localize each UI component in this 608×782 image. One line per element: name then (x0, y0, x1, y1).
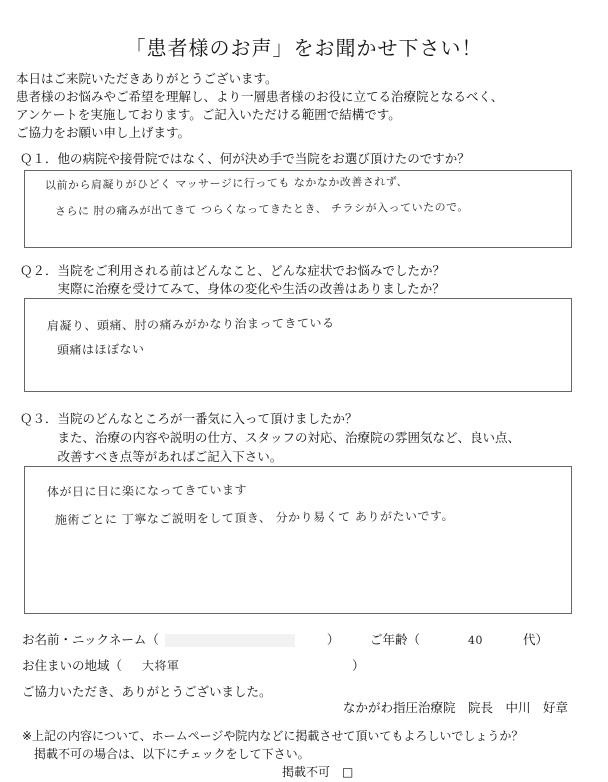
q2-answer-line-1: 肩凝り、頭痛、肘の痛みがかなり治まってきている (46, 315, 335, 333)
publish-notice-1: ※上記の内容について、ホームページや院内などに掲載させて頂いてもよろしいでしょうか？ (22, 729, 524, 743)
q3-answer-box[interactable] (24, 466, 572, 614)
name-close: ） (326, 632, 340, 647)
q3-question-line-3: 改善すべき点等があればご記入下さい。 (20, 449, 283, 464)
q1-answer-box[interactable] (24, 170, 572, 248)
publish-notice-2: 掲載不可の場合は、以下にチェックをして下さい。 (22, 747, 310, 761)
q3-answer-line-1: 体が日に日に楽になってきています (46, 482, 248, 499)
name-field[interactable] (22, 630, 339, 648)
name-redacted (165, 634, 295, 647)
q2-answer-line-2: 頭痛はほぼない (56, 342, 145, 357)
page-title: 「患者様のお声」をお聞かせ下さい！ (125, 36, 483, 60)
q3-answer-line-2: 施術ごとに 丁寧なご説明をして頂き、 分かり易くて ありがたいです。 (54, 508, 455, 527)
age-label: ご年齢（ (370, 632, 421, 647)
name-label: お名前・ニックネーム（ (22, 632, 159, 647)
clinic-signature: なかがわ指圧治療院 院長 中川 好章 (342, 700, 568, 715)
q1-answer-line-1: 以前から肩凝りがひどく マッサージに行っても なかなか改善されず、 (44, 175, 409, 192)
area-field[interactable] (22, 656, 365, 674)
q1-answer-line-2: さらに 肘の痛みが出てきて つらくなってきたとき、 チラシが入っていたので。 (54, 200, 469, 218)
intro-line-2: 患者様のお悩みやご希望を理解し、より一層患者様のお役に立てる治療院となるべく、 (16, 89, 504, 104)
age-field[interactable] (370, 630, 548, 648)
q3-question-line-1: Ｑ３．当院のどんなところが一番気に入って頂けましたか？ (20, 411, 358, 426)
publish-optout-checkbox[interactable]: 掲載不可 □ (282, 765, 354, 779)
area-label: お住まいの地域（ (22, 658, 123, 673)
age-unit: 代） (523, 632, 549, 647)
q2-question-line-2: 実際に治療を受けてみて、身体の変化や生活の改善はありましたか？ (20, 281, 445, 296)
q3-question-line-2: また、治療の内容や説明の仕方、スタッフの対応、治療院の雰囲気など、良い点、 (20, 430, 521, 445)
q1-question: Ｑ１．他の病院や接骨院ではなく、何が決め手で当院をお選び頂けたのですか？ (20, 151, 470, 166)
intro-line-4: ご協力をお願い申し上げます。 (16, 125, 191, 140)
age-value: 40 (467, 633, 484, 647)
area-value: 大将軍 (141, 658, 180, 673)
intro-line-3: アンケートを実施しております。ご記入いただける範囲で結構です。 (16, 107, 401, 122)
q2-question-line-1: Ｑ２．当院をご利用される前はどんなこと、どんな症状でお悩みでしたか？ (20, 263, 446, 278)
intro-line-1: 本日はご来院いただきありがとうございます。 (16, 71, 278, 86)
thanks-text: ご協力いただき、ありがとうございました。 (22, 684, 272, 699)
q2-answer-box[interactable] (24, 298, 572, 392)
area-close: ） (352, 658, 365, 673)
